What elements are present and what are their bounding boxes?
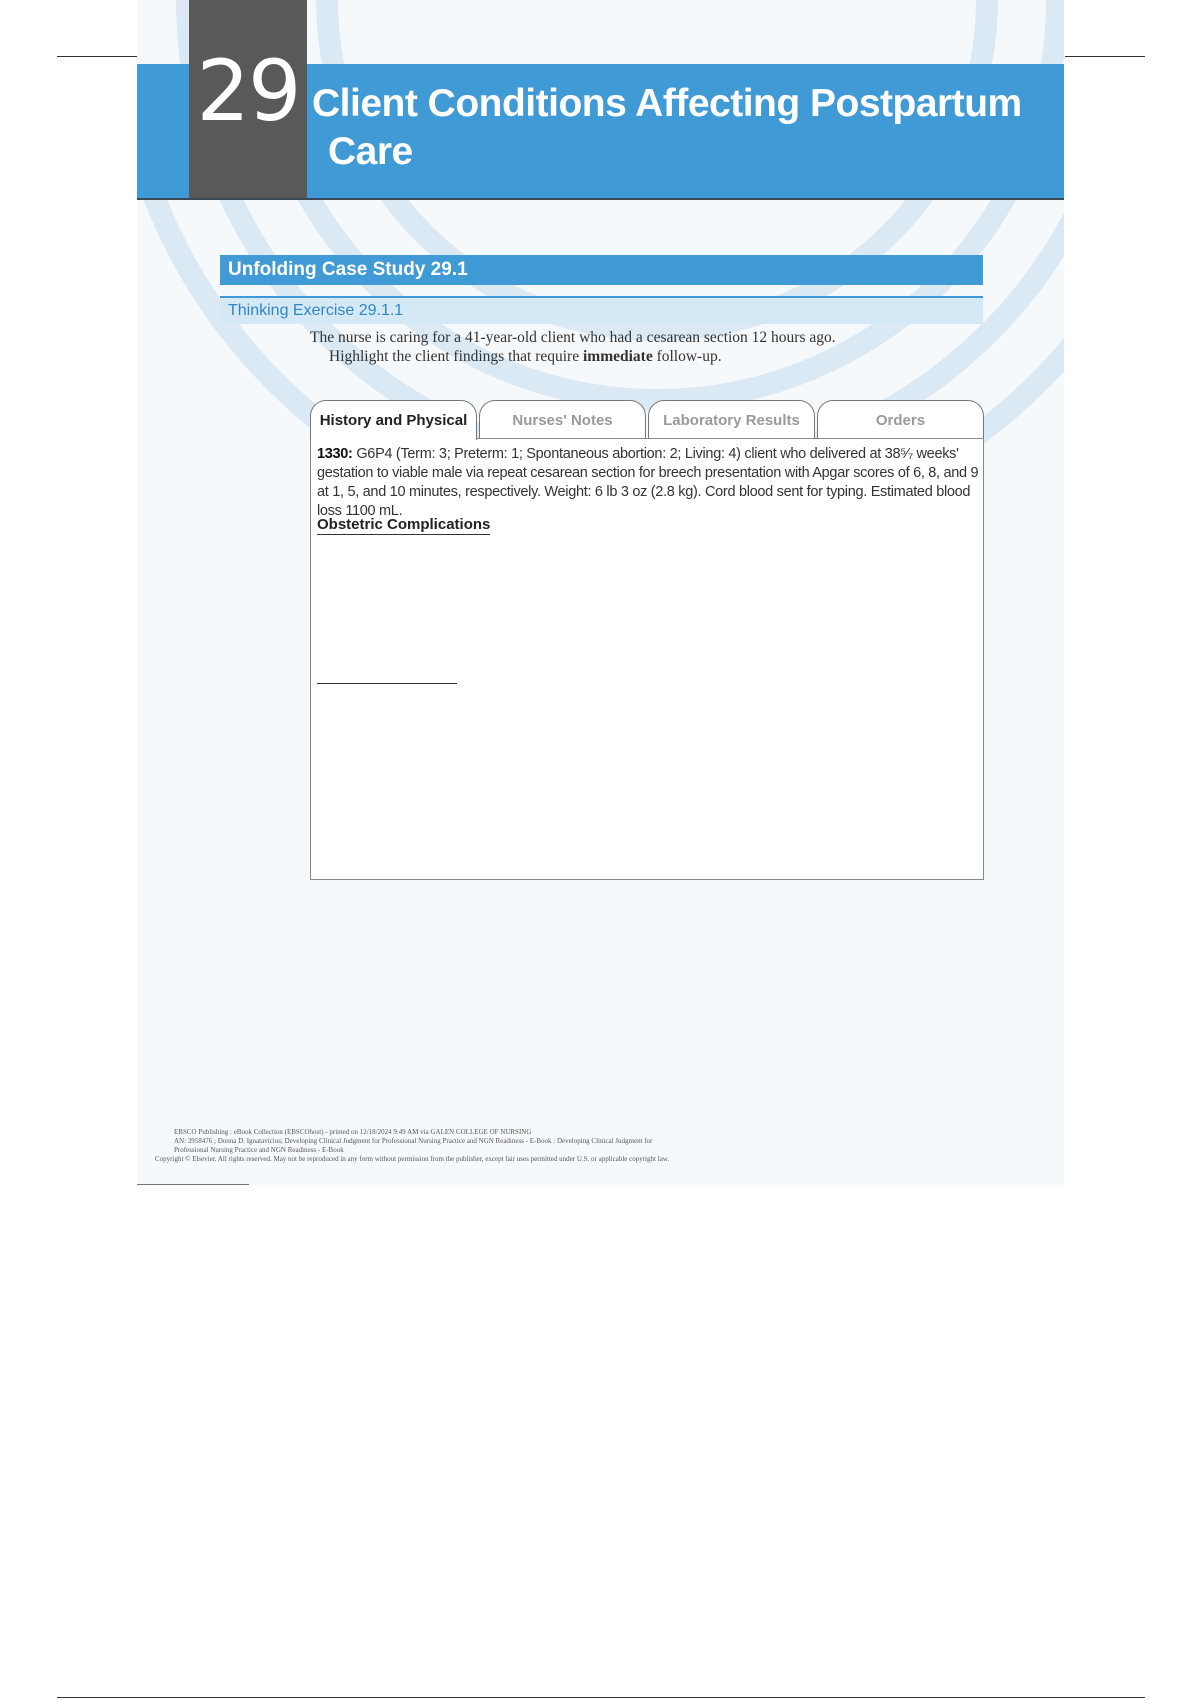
tab-orders[interactable]: Orders bbox=[817, 400, 984, 440]
footer-rule bbox=[137, 1184, 249, 1185]
obstetric-complications-heading: Obstetric Complications bbox=[317, 516, 491, 533]
tab-nurses-notes[interactable]: Nurses' Notes bbox=[479, 400, 646, 440]
entry-text: G6P4 (Term: 3; Preterm: 1; Spontaneous abortion: 2; Living: 4) client who delivered at 38⁵⁄₇ weeks' gestation to viable male via repeat cesarean section for breech presentation with Apgar scores of 6, 8, and 9 at 1, 5, and 10 minutes, respectively. Weight: 6 lb 3 oz (2.8 kg). Cord blood sent for typing. Estimated blood loss 1100 mL. bbox=[317, 446, 979, 519]
top-left-rule bbox=[57, 56, 137, 57]
chapter-number: 29 bbox=[196, 42, 300, 140]
entry-time: 1330: bbox=[317, 446, 353, 462]
footer-line-2: AN: 3958476 ; Donna D. Ignatavicius; Developing Clinical Judgment for Professional Nursing Practice and NGN Readiness - E-Book : Developing Clinical Judgment for bbox=[174, 1137, 653, 1145]
intro-line-2 bbox=[310, 347, 1010, 366]
blank-line bbox=[317, 683, 457, 684]
top-right-rule bbox=[1065, 56, 1145, 57]
bottom-rule bbox=[57, 1697, 1145, 1698]
exercise-title: Thinking Exercise 29.1.1 bbox=[220, 296, 983, 324]
tab-content-panel bbox=[310, 438, 984, 880]
footer-line-4: Copyright © Elsevier. All rights reserved. May not be reproduced in any form without permission from the publisher, except fair uses permitted under U.S. or applicable copyright law. bbox=[155, 1155, 670, 1163]
chapter-title-line1: Client Conditions Affecting Postpartum bbox=[312, 82, 1022, 125]
page-footer bbox=[137, 1128, 1064, 1164]
chapter-title bbox=[312, 80, 1032, 176]
book-page bbox=[137, 0, 1064, 1185]
case-study-title: Unfolding Case Study 29.1 bbox=[220, 255, 983, 285]
chapter-number-box bbox=[189, 0, 307, 200]
footer-line-1: EBSCO Publishing : eBook Collection (EBSCOhost) - printed on 12/18/2024 9:49 AM via GALEN COLLEGE OF NURSING bbox=[174, 1128, 532, 1136]
intro-line-2-post: follow-up. bbox=[652, 348, 722, 365]
record-tabs bbox=[310, 400, 984, 440]
tab-history-and-physical[interactable]: History and Physical bbox=[310, 400, 477, 440]
tab-laboratory-results[interactable]: Laboratory Results bbox=[648, 400, 815, 440]
intro-line-1: The nurse is caring for a 41-year-old client who had a cesarean section 12 hours ago. bbox=[310, 329, 836, 346]
intro-text bbox=[310, 328, 1010, 366]
chapter-title-line2: Care bbox=[328, 130, 413, 173]
history-physical-text bbox=[317, 445, 989, 521]
footer-line-3: Professional Nursing Practice and NGN Readiness - E-Book bbox=[174, 1146, 344, 1154]
intro-line-2-pre: Highlight the client findings that require bbox=[329, 348, 583, 365]
intro-emphasis: immediate bbox=[582, 348, 653, 365]
